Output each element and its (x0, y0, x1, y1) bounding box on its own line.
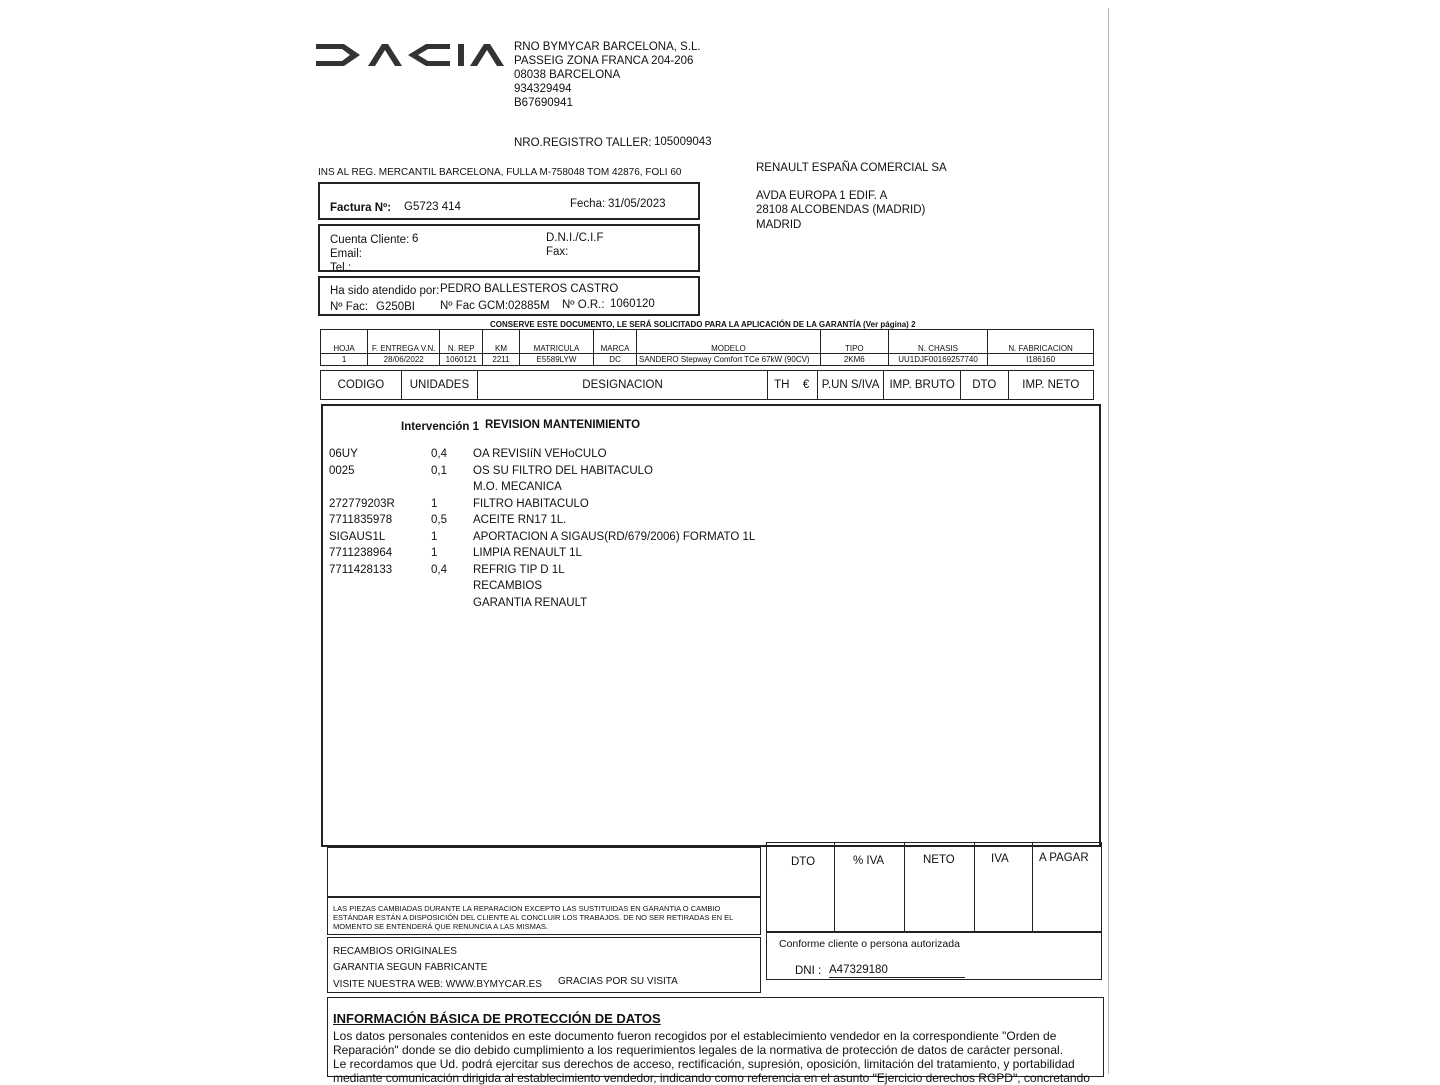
fecha-value: 31/05/2023 (608, 198, 666, 210)
tot-neto: NETO (923, 854, 955, 866)
item-code: 7711835978 (329, 514, 393, 526)
intervention-title: REVISION MANTENIMIENTO (485, 419, 641, 431)
lh-designacion: DESIGNACION (478, 371, 768, 400)
lh-pun: P.UN S/IVA (817, 371, 884, 400)
signature-label: Conforme cliente o persona autorizada (779, 938, 960, 950)
lh-imp-bruto: IMP. BRUTO (884, 371, 961, 400)
dni-value: A47329180 (829, 963, 965, 978)
tot-iva: IVA (991, 853, 1009, 865)
company-cif: B67690941 (514, 97, 573, 109)
or-value: 1060120 (610, 298, 655, 310)
item-desc: GARANTIA RENAULT (473, 596, 588, 609)
vh-marca: MARCA (594, 330, 637, 354)
item-units: 0,4 (431, 448, 447, 460)
factura-label: Factura Nº: (330, 202, 392, 214)
company-line-1: RNO BYMYCAR BARCELONA, S.L. (514, 41, 701, 53)
item-desc: FILTRO HABITACULO (473, 497, 589, 510)
privacy-line-1: Los datos personales contenidos en este documento fueron recogidos por el establecimiento vendedor en la correspondiente "Orden de (333, 1029, 1057, 1043)
item-units: 0,1 (431, 464, 447, 477)
item-desc: OS SU FILTRO DEL HABITACULO (473, 464, 653, 477)
invoice-box (318, 182, 700, 220)
vh-nrep: N. REP (440, 330, 483, 354)
item-desc: APORTACION A SIGAUS(RD/679/2006) FORMATO 1L (473, 530, 756, 543)
item-desc: LIMPIA RENAULT 1L (473, 547, 582, 559)
attended-value: PEDRO BALLESTEROS CASTRO (440, 283, 619, 295)
vh-modelo: MODELO (637, 330, 821, 354)
vr-tipo: 2KM6 (820, 354, 888, 366)
item-desc: M.O. MECANICA (473, 481, 562, 493)
thanks: GRACIAS POR SU VISITA (558, 976, 678, 987)
dni-label: DNI : (795, 965, 822, 977)
intervention-label: Intervención 1 (401, 421, 479, 433)
vr-km: 2211 (483, 354, 520, 366)
item-units: 0,5 (431, 514, 447, 526)
privacy-box (327, 997, 1104, 1085)
privacy-line-3: Le recordamos que Ud. podrá ejercitar sus derechos de acceso, rectificación, supresión, oposición, limitación del tratamiento, y portabilidad (333, 1057, 1075, 1071)
item-code: 0025 (329, 464, 355, 477)
item-units: 0,4 (431, 563, 447, 576)
dni-cif-label: D.N.I./C.I.F (546, 232, 604, 244)
item-code: SIGAUS1L (329, 530, 386, 543)
dacia-logo (316, 42, 508, 68)
vr-fabricacion: I186160 (988, 354, 1094, 366)
vh-hoja: HOJA (321, 330, 368, 354)
vh-chasis: N. CHASIS (888, 330, 987, 354)
parts-notice-box (327, 897, 761, 935)
recipient-line-4: 28108 ALCOBENDAS (MADRID) (756, 204, 926, 216)
lh-codigo: CODIGO (321, 371, 402, 400)
vr-nrep: 1060121 (440, 354, 483, 366)
lh-imp-neto: IMP. NETO (1008, 371, 1093, 400)
nfac-value: G250BI (376, 301, 415, 313)
nfac-label: Nº Fac: (330, 301, 369, 313)
attended-label: Ha sido atendido por: (330, 285, 440, 297)
factura-value: G5723 414 (404, 201, 461, 213)
garantia-fabricante: GARANTIA SEGUN FABRICANTE (333, 962, 488, 973)
recipient-line-3: AVDA EUROPA 1 EDIF. A (756, 190, 888, 202)
page-edge (1108, 8, 1109, 1074)
privacy-line-4: mediante comunicación dirigida al establecimiento vendedor, indicando como referencia en el asunto "Ejercicio derechos RGPD", concretando (333, 1071, 1090, 1085)
fecha-label: Fecha: (570, 198, 606, 210)
vr-modelo: SANDERO Stepway Comfort TCe 67kW (90CV) (637, 354, 821, 366)
privacy-line-2: Reparación" donde se dio debido cumplimiento a los requerimientos legales de la normativa de protección de datos de carácter personal. (333, 1043, 1064, 1057)
vh-fabricacion: N. FABRICACION (988, 330, 1094, 354)
cuenta-label: Cuenta Cliente: (330, 234, 410, 246)
vh-tipo: TIPO (820, 330, 888, 354)
item-code: 06UY (329, 448, 358, 460)
vr-marca: DC (594, 354, 637, 366)
lh-unidades: UNIDADES (401, 371, 477, 400)
lh-euro: € (796, 371, 818, 400)
lines-header (320, 370, 1094, 400)
web-link[interactable]: VISITE NUESTRA WEB: WWW.BYMYCAR.ES (333, 979, 542, 990)
gcm-value: 02885M (508, 300, 550, 312)
footer-left-box (327, 937, 761, 993)
tot-dto: DTO (791, 856, 816, 868)
lh-dto: DTO (960, 371, 1008, 400)
company-line-2: PASSEIG ZONA FRANCA 204-206 (514, 55, 694, 67)
gcm-label: Nº Fac GCM: (440, 300, 509, 312)
privacy-title: INFORMACIÓN BÁSICA DE PROTECCIÓN DE DATOS (333, 1011, 661, 1026)
registro-taller-label: NRO.REGISTRO TALLER: (514, 137, 652, 149)
vh-entrega: F. ENTREGA V.N. (368, 330, 440, 354)
mercantil-registry: INS AL REG. MERCANTIL BARCELONA, FULLA M-758048 TOM 42876, FOLI 60 (318, 167, 682, 178)
tot-iva-pct: % IVA (853, 855, 885, 867)
warranty-notice: CONSERVE ESTE DOCUMENTO, LE SERÁ SOLICITADO PARA LA APLICACIÓN DE LA GARANTÍA (Ver página) 2 (490, 320, 916, 329)
lines-body (321, 404, 1101, 847)
fax-label: Fax: (546, 246, 569, 258)
vh-matricula: MATRICULA (519, 330, 593, 354)
recipient-line-5: MADRID (756, 219, 802, 231)
item-units: 1 (431, 547, 438, 559)
vr-entrega: 28/06/2022 (368, 354, 440, 366)
vr-chasis: UU1DJF00169257740 (888, 354, 987, 366)
tel-label: Tel.: (330, 262, 352, 274)
tot-a-pagar: A PAGAR (1039, 852, 1089, 864)
registro-taller-value: 105009043 (654, 136, 712, 148)
signature-box (766, 932, 1102, 980)
company-line-3: 08038 BARCELONA (514, 69, 621, 81)
item-desc: RECAMBIOS (473, 580, 543, 592)
item-code: 7711238964 (329, 547, 393, 559)
totals-box (766, 842, 1102, 932)
item-desc: REFRIG TIP D 1L (473, 563, 565, 576)
or-label: Nº O.R.: (562, 299, 605, 311)
vh-km: KM (483, 330, 520, 354)
item-units: 1 (431, 497, 438, 510)
item-units: 1 (431, 530, 438, 543)
item-desc: ACEITE RN17 1L. (473, 514, 567, 526)
client-box (318, 224, 700, 272)
item-code: 272779203R (329, 497, 395, 510)
notes-box (327, 847, 761, 897)
vr-hoja: 1 (321, 354, 368, 366)
vehicle-table (320, 329, 1094, 366)
parts-notice: LAS PIEZAS CAMBIADAS DURANTE LA REPARACION EXCEPTO LAS SUSTITUIDAS EN GARANTIA O CAMBIO ESTÁNDAR ESTÁN A DISPOSICIÓN DEL CLIENTE AL CONCLUIR LOS TRABAJOS. DE NO SER RETIRADAS EN EL MOMENTO SE ENTENDERÁ QUE RENUNCIA A LAS MISMAS. (333, 904, 733, 931)
vr-matricula: E5589LYW (519, 354, 593, 366)
email-label: Email: (330, 248, 362, 260)
cuenta-value: 6 (412, 233, 419, 245)
item-desc: OA REVISIíN VEHoCULO (473, 448, 607, 460)
item-code: 7711428133 (329, 563, 393, 576)
recambios-originales: RECAMBIOS ORIGINALES (333, 946, 457, 957)
company-phone: 934329494 (514, 83, 572, 95)
recipient-line-1: RENAULT ESPAÑA COMERCIAL SA (756, 162, 947, 174)
attended-box (318, 276, 700, 316)
lh-th: TH (768, 371, 796, 400)
